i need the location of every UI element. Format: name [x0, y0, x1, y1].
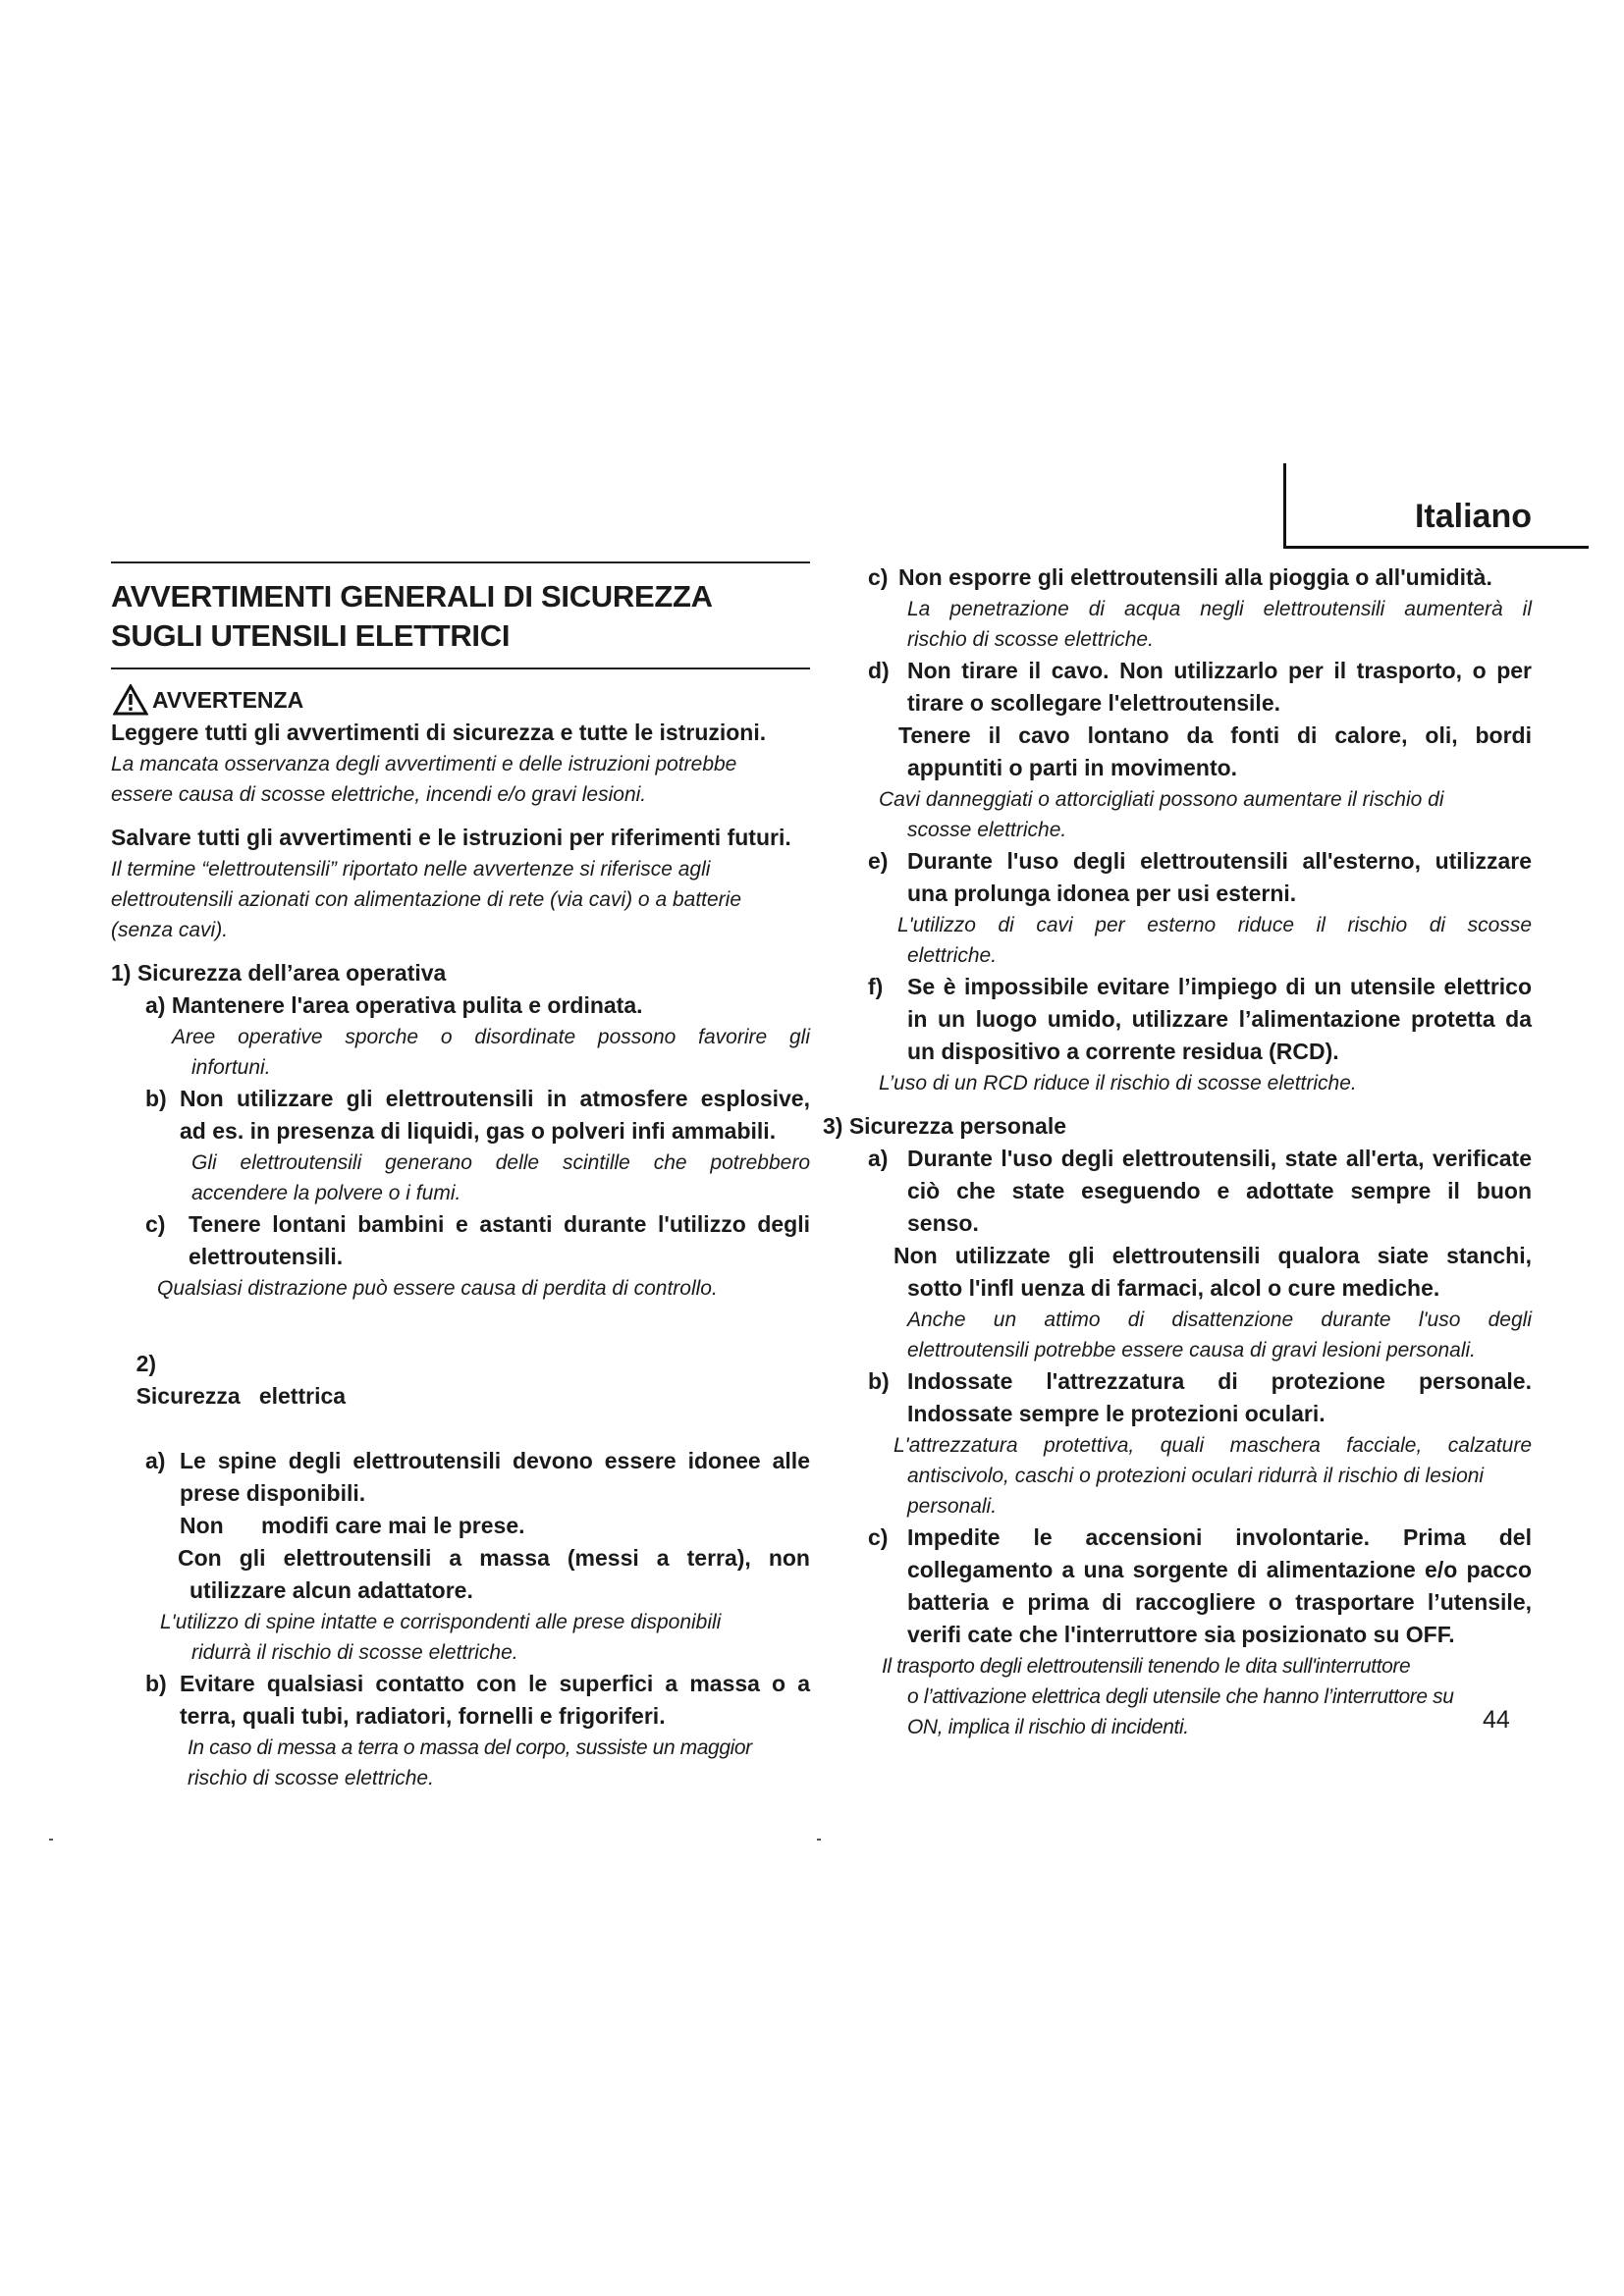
item-2b-text-2: rischio di scosse elettriche.	[188, 1767, 434, 1789]
item-2b-bold-1: Evitare qualsiasi contatto con le superfici a massa o a	[180, 1671, 810, 1696]
section-1-number: 1)	[111, 960, 132, 986]
item-2d-bold-3: Tenere il cavo lontano da fonti di calore, oli, bordi	[898, 722, 1532, 748]
item-2c-text-block	[825, 594, 1532, 655]
title-line-1: AVVERTIMENTI GENERALI DI SICUREZZA	[111, 579, 713, 614]
item-2f-heading	[825, 971, 1532, 1068]
item-3a-bold-3: senso.	[907, 1210, 979, 1236]
item-2f-bold-3: un dispositivo a corrente residua (RCD).	[907, 1039, 1339, 1064]
item-2a-heading	[111, 1445, 810, 1542]
item-2c-text-2: rischio di scosse elettriche.	[907, 628, 1154, 651]
item-2d-bold-extra	[825, 720, 1532, 784]
item-label: c)	[868, 1524, 889, 1550]
item-3a-bold-extra	[825, 1240, 1532, 1305]
item-label: c)	[868, 564, 889, 590]
item-3b-text-1: L'attrezzatura protettiva, quali maschera facciale, calzature	[893, 1434, 1532, 1457]
item-1c-text: Qualsiasi distrazione può essere causa di perdita di controllo.	[157, 1277, 718, 1300]
intro1-text-1: La mancata osservanza degli avvertimenti e delle istruzioni potrebbe	[111, 753, 737, 775]
section-1-title: Sicurezza dell’area operativa	[136, 960, 447, 986]
item-3a-bold-2: ciò che state eseguendo e adottate sempre il buon	[907, 1178, 1532, 1203]
item-2d-text-2: scosse elettriche.	[907, 819, 1067, 841]
item-2d-bold-2: tirare o scollegare l'elettroutensile.	[907, 690, 1280, 716]
item-2a-bold-5: utilizzare alcun adattatore.	[189, 1577, 473, 1603]
item-3c-text-3: ON, implica il rischio di incidenti.	[907, 1716, 1189, 1738]
item-2a-bold-1: Le spine degli elettroutensili devono essere idonee alle	[180, 1448, 810, 1473]
item-2e-heading	[825, 845, 1532, 910]
item-1c-bold-1: Tenere lontani bambini e astanti durante l'utilizzo degli	[189, 1211, 810, 1237]
item-3b-bold-2: Indossate sempre le protezioni oculari.	[907, 1401, 1326, 1426]
item-1a-heading	[111, 989, 810, 1022]
item-3b-text-3: personali.	[907, 1495, 998, 1518]
section-1-heading	[111, 957, 810, 989]
scan-artifact	[49, 1839, 53, 1841]
item-2a-bold-4: Con gli elettroutensili a massa (messi a terra), non	[178, 1545, 810, 1571]
intro1-bold: Leggere tutti gli avvertimenti di sicurezza e tutte le istruzioni.	[111, 720, 767, 745]
item-1b-bold-1: Non utilizzare gli elettroutensili in atmosfere esplosive,	[180, 1086, 810, 1111]
item-2d-bold-4: appuntiti o parti in movimento.	[907, 755, 1238, 780]
item-3a-bold-4: Non utilizzate gli elettroutensili qualora siate stanchi,	[893, 1243, 1532, 1268]
item-2c-text-1: La penetrazione di acqua negli elettroutensili aumenterà il	[907, 598, 1532, 620]
section-3-heading	[823, 1110, 1532, 1143]
item-1c-heading	[111, 1208, 810, 1273]
item-3b-heading	[825, 1365, 1532, 1430]
item-2e-text-1: L'utilizzo di cavi per esterno riduce il rischio di scosse	[897, 914, 1532, 936]
intro2-bold: Salvare tutti gli avvertimenti e le istruzioni per riferimenti futuri.	[111, 825, 791, 850]
item-3c-bold-3: batteria e prima di raccogliere o trasportare l’utensile,	[907, 1589, 1532, 1615]
item-3c-bold-4: verifi cate che l'interruttore sia posizionato su OFF.	[907, 1622, 1455, 1647]
intro2-text-2: elettroutensili azionati con alimentazione di rete (via cavi) o a batterie	[111, 888, 742, 911]
page-number: 44	[1483, 1706, 1510, 1734]
intro2-text-1: Il termine “elettroutensili” riportato nelle avvertenze si riferisce agli	[111, 858, 711, 881]
language-label: Italiano	[1414, 498, 1532, 535]
item-label: b)	[145, 1671, 167, 1696]
warning-triangle-icon	[113, 684, 148, 716]
right-column	[825, 561, 1532, 1742]
item-2e-text-block	[825, 910, 1532, 971]
item-2a-bold-2: prese disponibili.	[180, 1480, 366, 1506]
item-3a-bold-1: Durante l'uso degli elettroutensili, state all'erta, verificate	[907, 1146, 1532, 1171]
section-3-title: Sicurezza personale	[848, 1113, 1066, 1139]
item-1b-text-1: Gli elettroutensili generano delle scintille che potrebbero	[191, 1151, 810, 1174]
item-3b-text-block	[825, 1430, 1532, 1522]
item-label: d)	[868, 658, 890, 683]
item-3b-text-2: antiscivolo, caschi o protezioni oculari ridurrà il rischio di lesioni	[907, 1465, 1485, 1487]
item-2e-bold-2: una prolunga idonea per usi esterni.	[907, 881, 1297, 906]
item-1c-bold-2: elettroutensili.	[189, 1244, 344, 1269]
item-2b-bold-2: terra, quali tubi, radiatori, fornelli e frigoriferi.	[180, 1703, 666, 1729]
item-3a-bold-5: sotto l'infl uenza di farmaci, alcol o cure mediche.	[907, 1275, 1440, 1301]
item-2d-text-1: Cavi danneggiati o attorcigliati possono aumentare il rischio di	[879, 788, 1444, 811]
item-label: f)	[868, 974, 884, 999]
item-label: e)	[868, 848, 889, 874]
item-2a-bold-extra	[111, 1542, 810, 1607]
item-label: a)	[145, 1448, 166, 1473]
section-2-heading	[111, 1315, 810, 1445]
item-3a-text-1: Anche un attimo di disattenzione durante l'uso degli	[907, 1308, 1532, 1331]
item-1b-heading	[111, 1083, 810, 1148]
item-2b-text-1: In caso di messa a terra o massa del corpo, sussiste un maggior	[188, 1736, 752, 1759]
language-tab	[1283, 463, 1589, 549]
item-1b-text-2: accendere la polvere o i fumi.	[191, 1182, 461, 1204]
item-1b-bold-2: ad es. in presenza di liquidi, gas o polveri infi ammabili.	[180, 1118, 777, 1144]
warning-label: AVVERTENZA	[152, 687, 304, 713]
item-2a-bold-3: Non modifi care mai le prese.	[180, 1513, 525, 1538]
warning-heading	[113, 683, 810, 717]
section-2-title: Sicurezza elettrica	[135, 1383, 347, 1409]
item-3a-heading	[825, 1143, 1532, 1240]
item-2d-bold-1: Non tirare il cavo. Non utilizzarlo per il trasporto, o per	[907, 658, 1532, 683]
item-label: b)	[145, 1086, 167, 1111]
item-3c-text-1: Il trasporto degli elettroutensili tenendo le dita sull'interruttore	[882, 1655, 1411, 1678]
intro2-text-3: (senza cavi).	[111, 919, 229, 941]
item-2f-text: L’uso di un RCD riduce il rischio di scosse elettriche.	[879, 1072, 1357, 1095]
item-label: a)	[868, 1146, 889, 1171]
section-2-number: 2)	[135, 1351, 157, 1376]
item-2f-bold-1: Se è impossibile evitare l’impiego di un utensile elettrico	[907, 974, 1532, 999]
item-label: b)	[868, 1368, 890, 1394]
item-3c-text-2: o l’attivazione elettrica degli utensile che hanno l’interruttore su	[907, 1685, 1454, 1708]
item-2c-heading	[825, 561, 1532, 594]
title-line-2: SUGLI UTENSILI ELETTRICI	[111, 618, 511, 653]
item-label: c)	[145, 1211, 166, 1237]
item-3a-text-block	[825, 1305, 1532, 1365]
item-2b-heading	[111, 1668, 810, 1733]
scan-artifact	[817, 1839, 821, 1841]
item-3a-text-2: elettroutensili potrebbe essere causa di gravi lesioni personali.	[907, 1339, 1476, 1362]
item-2c-bold: Non esporre gli elettroutensili alla pioggia o all'umidità.	[898, 564, 1492, 590]
item-2a-text-1: L'utilizzo di spine intatte e corrispondenti alle prese disponibili	[160, 1611, 722, 1633]
item-3c-heading	[825, 1522, 1532, 1651]
left-column	[111, 561, 810, 1793]
section-3-number: 3)	[823, 1113, 843, 1139]
item-label: a)	[145, 992, 166, 1018]
item-2d-heading	[825, 655, 1532, 720]
item-3c-bold-1: Impedite le accensioni involontarie. Prima del	[907, 1524, 1532, 1550]
item-3b-bold-1: Indossate l'attrezzatura di protezione personale.	[907, 1368, 1532, 1394]
item-2e-bold-1: Durante l'uso degli elettroutensili all'esterno, utilizzare	[907, 848, 1532, 874]
item-3c-bold-2: collegamento a una sorgente di alimentazione e/o pacco	[907, 1557, 1532, 1582]
item-2a-text-2: ridurrà il rischio di scosse elettriche.	[191, 1641, 518, 1664]
item-2f-bold-2: in un luogo umido, utilizzare l’alimentazione protetta da	[907, 1006, 1532, 1032]
intro1-text-2: essere causa di scosse elettriche, incendi e/o gravi lesioni.	[111, 783, 647, 806]
item-1a-bold: Mantenere l'area operativa pulita e ordinata.	[171, 992, 643, 1018]
item-1a-text-1: Aree operative sporche o disordinate possono favorire gli	[172, 1026, 810, 1048]
item-2e-text-2: elettriche.	[907, 944, 998, 967]
item-1a-text-2: infortuni.	[191, 1056, 271, 1079]
section-title	[111, 561, 810, 669]
